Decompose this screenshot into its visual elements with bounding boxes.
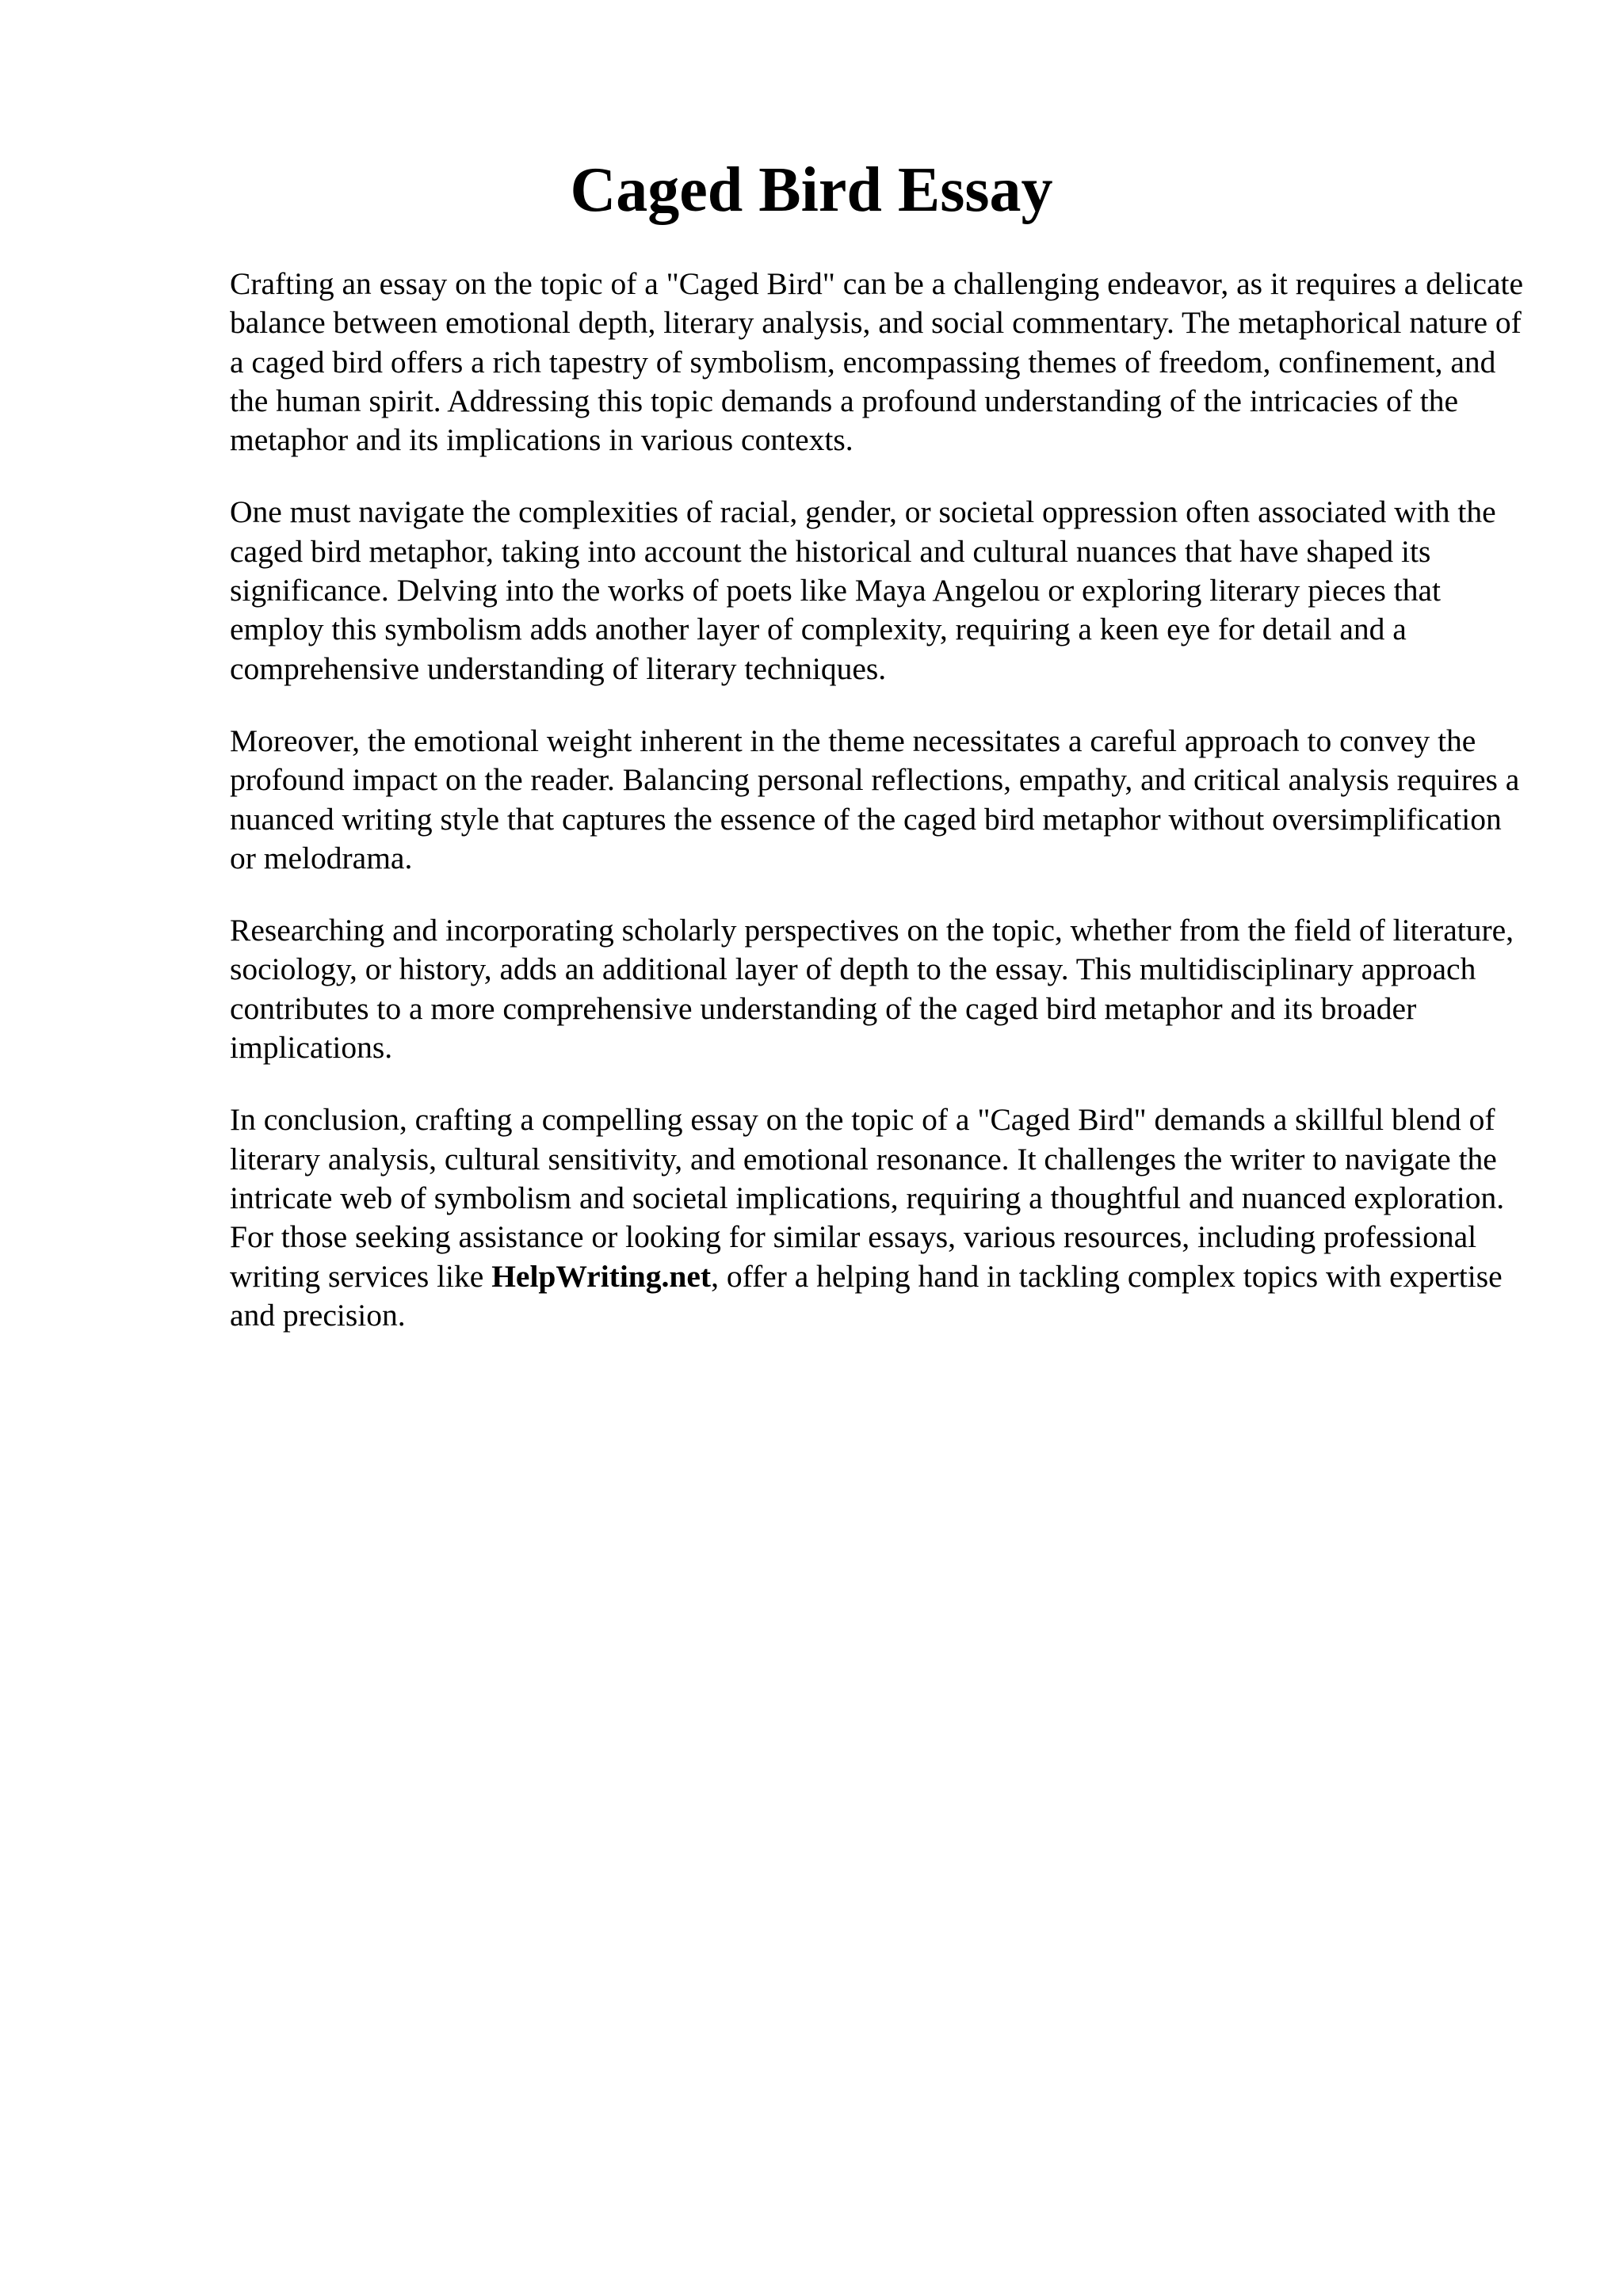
document-title: Caged Bird Essay: [570, 155, 1053, 225]
paragraph-4: Researching and incorporating scholarly perspectives on the topic, whether from the field of literature, sociology, or history, adds an additional layer of depth to the essay. This multidisciplinary approach contributes to a more comprehensive understanding of the caged bird metaphor and its broader implications.: [230, 913, 1514, 1066]
conclusion-text-after: , offer a helping hand in tackling complex topics with expertise and precision.: [230, 1258, 1503, 1333]
helpwriting-brand: HelpWriting.net: [491, 1258, 712, 1294]
paragraph-3: Moreover, the emotional weight inherent in the theme necessitates a careful approach to convey the profound impact on the reader. Balancing personal reflections, empathy, and critical analysis requires a nuanced writing style that captures the essence of the caged bird metaphor without oversimplification or melodrama.: [230, 723, 1520, 875]
conclusion-text-before: In conclusion, crafting a compelling essay on the topic of a "Caged Bird" demands a skillful blend of literary analysis, cultural sensitivity, and emotional resonance. It challenges the writer to navigate the intricate web of symbolism and societal implications, requiring a thoughtful and nuanced exploration. For those seeking assistance or looking for similar essays, various resources, including professional writing services like: [230, 1102, 1505, 1294]
paragraph-1: Crafting an essay on the topic of a "Caged Bird" can be a challenging endeavor, as it requires a delicate balance between emotional depth, literary analysis, and social commentary. The metaphorical nature of a caged bird offers a rich tapestry of symbolism, encompassing themes of freedom, confinement, and the human spirit. Addressing this topic demands a profound understanding of the intricacies of the metaphor and its implications in various contexts.: [230, 266, 1523, 458]
paragraph-2: One must navigate the complexities of racial, gender, or societal oppression often associated with the caged bird metaphor, taking into account the historical and cultural nuances that have shaped its significance. Delving into the works of poets like Maya Angelou or exploring literary pieces that employ this symbolism adds another layer of complexity, requiring a keen eye for detail and a comprehensive understanding of literary techniques.: [230, 494, 1496, 686]
paragraph-conclusion: [230, 1100, 1529, 1335]
document-body: [230, 265, 1529, 1368]
